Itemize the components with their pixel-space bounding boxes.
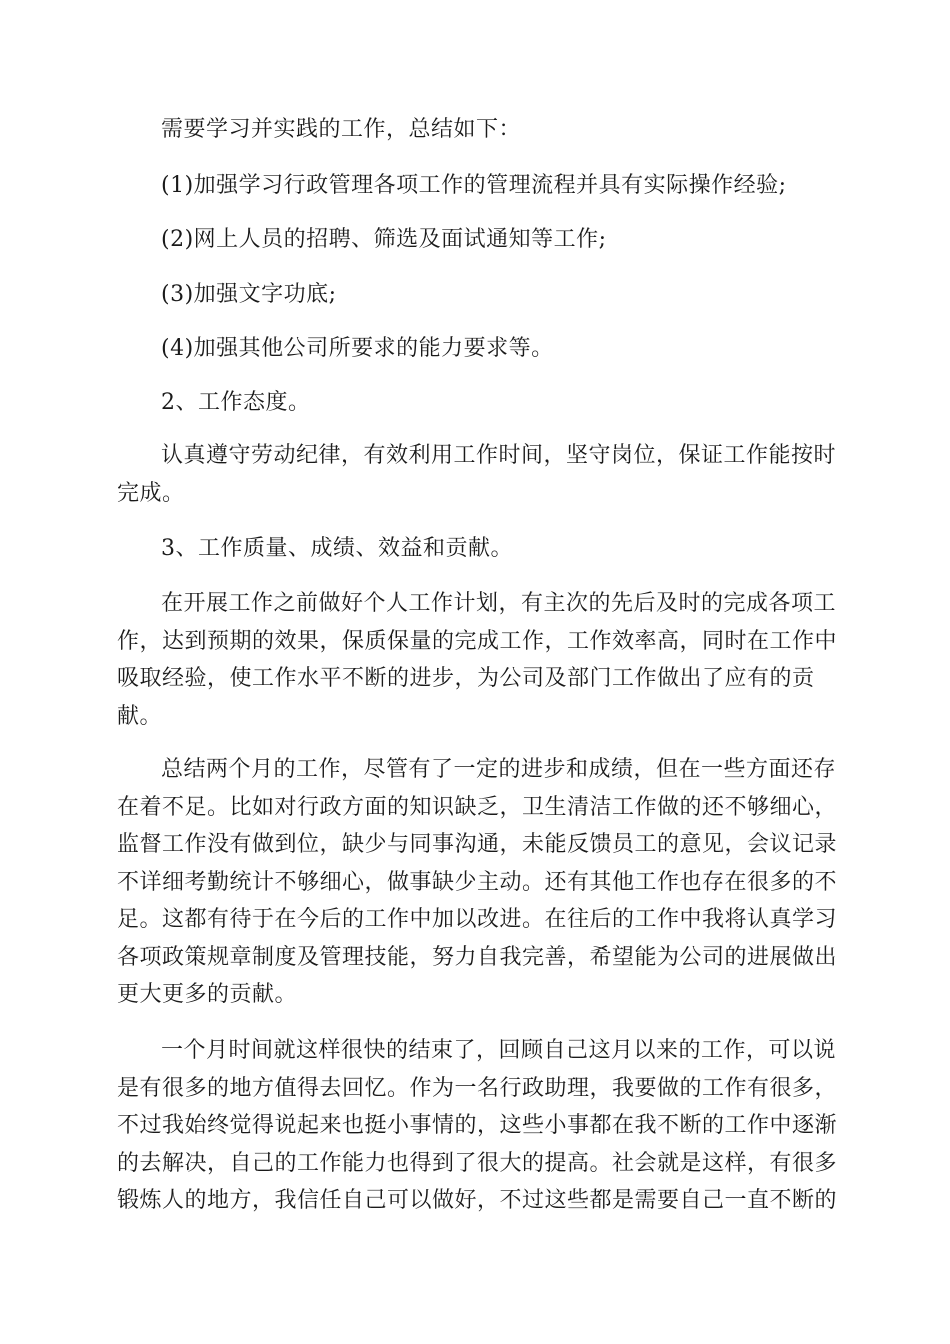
- section-heading-attitude: [117, 384, 833, 422]
- text-line: 各项政策规章制度及管理技能，努力自我完善，希望能为公司的进展做出: [117, 944, 838, 970]
- paragraph-summary-intro: [117, 111, 833, 149]
- text-line: (4)加强其他公司所要求的能力要求等。: [161, 336, 554, 361]
- list-item-2: [117, 221, 833, 259]
- text-line: 2、工作态度。: [161, 390, 311, 415]
- text-line: 3、工作质量、成绩、效益和贡献。: [161, 536, 513, 561]
- text-line: 在着不足。比如对行政方面的知识缺乏，卫生清洁工作做的还不够细心，: [117, 794, 838, 820]
- text-line: 总结两个月的工作，尽管有了一定的进步和成绩，但在一些方面还存: [161, 757, 837, 782]
- text-line: 吸取经验，使工作水平不断的进步，为公司及部门工作做出了应有的贡: [117, 666, 815, 691]
- text-line: (2)网上人员的招聘、筛选及面试通知等工作;: [161, 227, 607, 252]
- text-line: 认真遵守劳动纪律，有效利用工作时间，坚守岗位，保证工作能按时: [161, 443, 837, 468]
- text-line: 不过我始终觉得说起来也挺小事情的，这些小事都在我不断的工作中逐渐: [117, 1113, 838, 1138]
- text-line: 不详细考勤统计不够细心，做事缺少主动。还有其他工作也存在很多的不: [117, 869, 838, 895]
- text-line: 的去解决，自己的工作能力也得到了很大的提高。社会就是这样，有很多: [117, 1150, 838, 1176]
- text-line: 监督工作没有做到位，缺少与同事沟通，未能反馈员工的意见，会议记录: [117, 832, 838, 857]
- text-line: 一个月时间就这样很快的结束了，回顾自己这月以来的工作，可以说: [161, 1038, 837, 1063]
- list-item-4: [117, 330, 833, 368]
- paragraph-attitude: [117, 437, 837, 512]
- text-line: 献。: [117, 703, 163, 729]
- list-item-3: [117, 276, 833, 314]
- text-line: 是有很多的地方值得去回忆。作为一名行政助理，我要做的工作有很多，: [117, 1075, 838, 1101]
- list-item-1: [117, 167, 833, 205]
- text-line: 完成。: [117, 480, 185, 506]
- paragraph-shortcomings: [117, 751, 838, 1014]
- section-heading-quality: [117, 530, 833, 568]
- paragraph-quality: [117, 585, 838, 735]
- text-line: (1)加强学习行政管理各项工作的管理流程并具有实际操作经验;: [161, 173, 787, 198]
- text-line: 在开展工作之前做好个人工作计划，有主次的先后及时的完成各项工: [161, 591, 837, 616]
- text-line: 锻炼人的地方，我信任自己可以做好，不过这些都是需要自己一直不断的: [117, 1188, 838, 1213]
- paragraph-monthly-review: [117, 1032, 838, 1220]
- text-line: 作，达到预期的效果，保质保量的完成工作，工作效率高，同时在工作中: [117, 628, 838, 654]
- text-line: 更大更多的贡献。: [117, 982, 298, 1007]
- text-line: 足。这都有待于在今后的工作中加以改进。在往后的工作中我将认真学习: [117, 907, 838, 932]
- text-line: (3)加强文字功底;: [161, 282, 337, 307]
- text-line: 需要学习并实践的工作，总结如下：: [161, 117, 522, 142]
